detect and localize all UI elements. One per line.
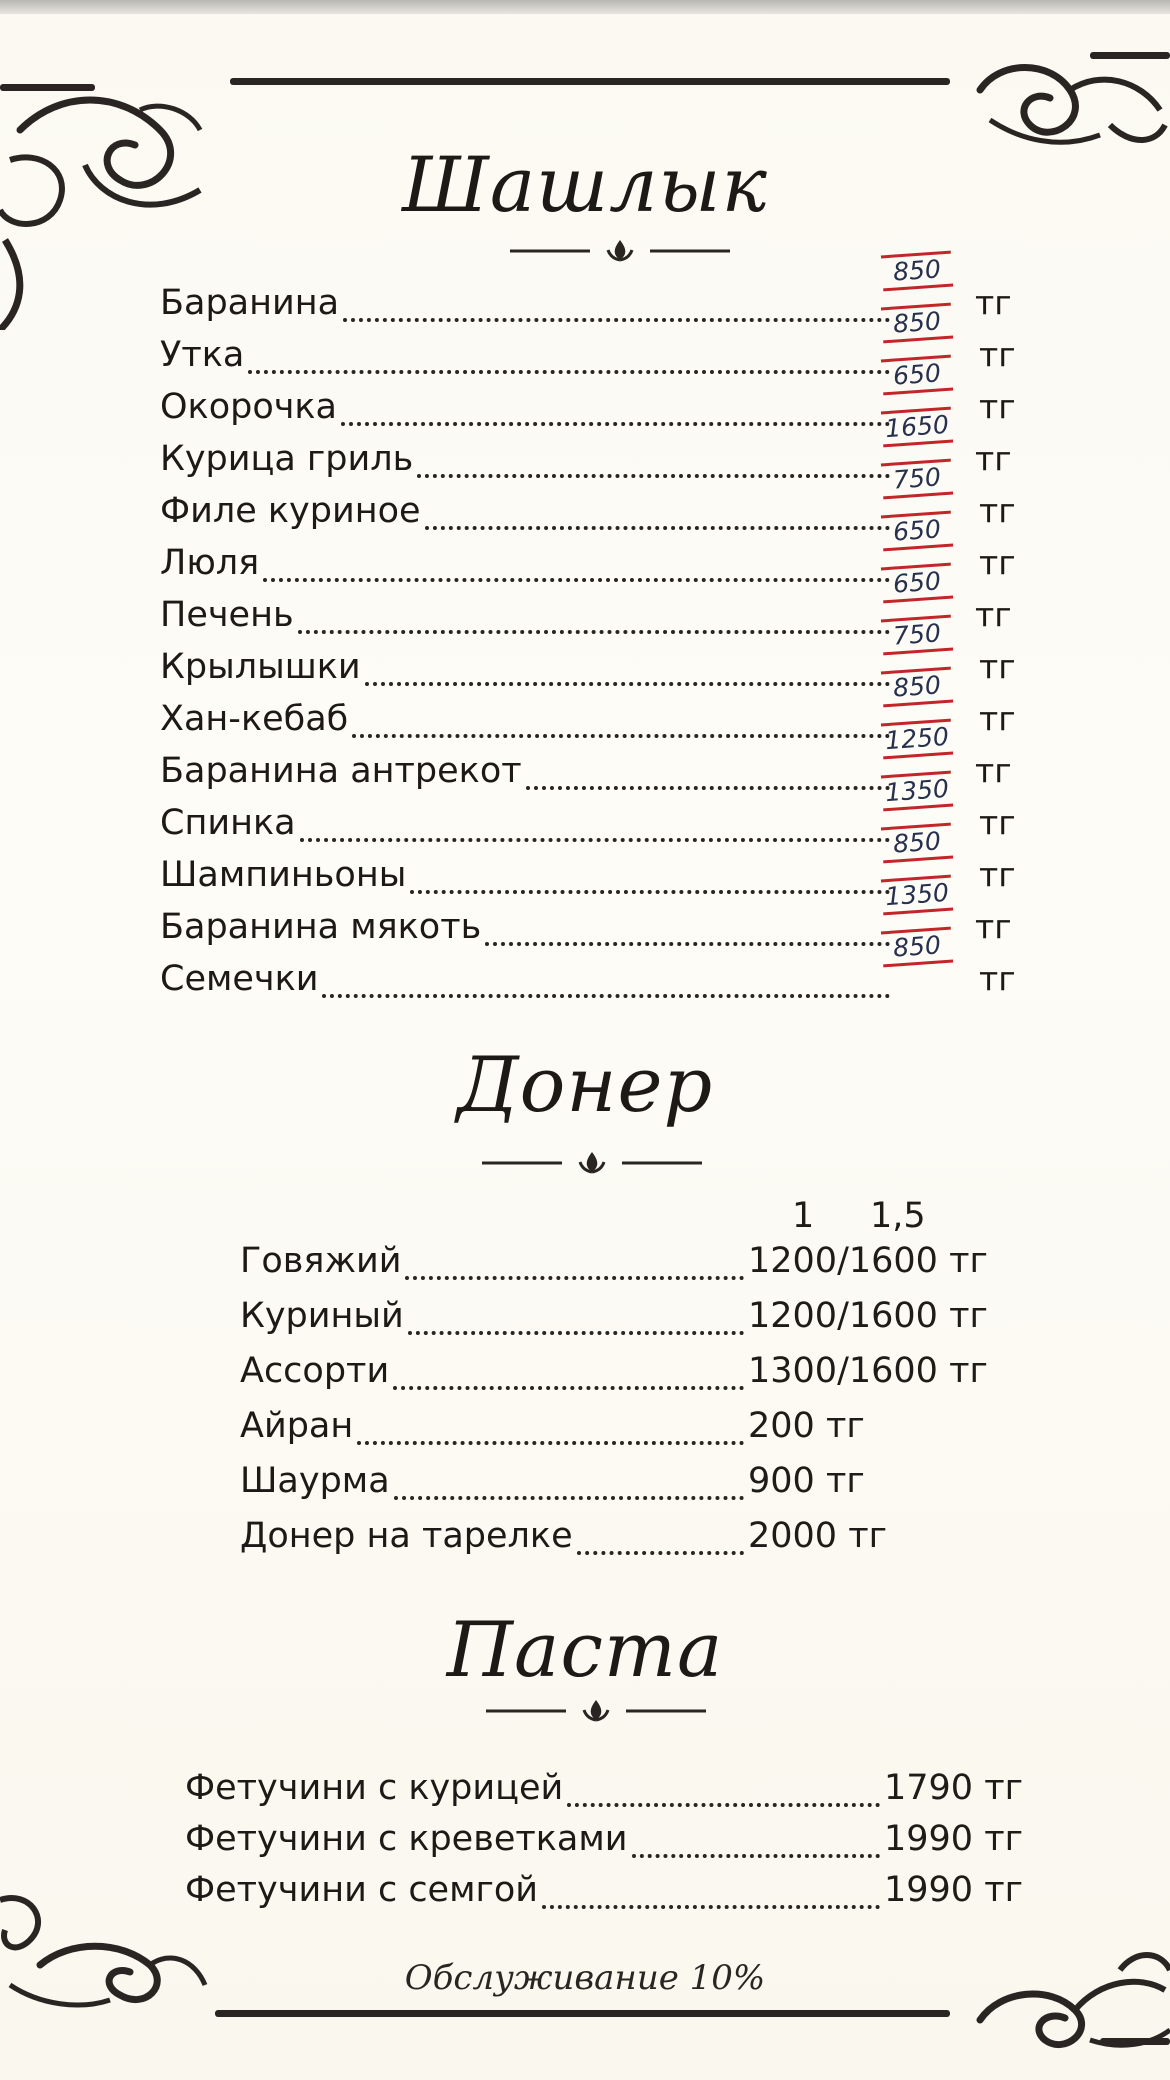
dot-leader [405,1272,744,1280]
section-title-doner: Донер [456,1040,714,1129]
menu-row [240,1346,1140,1396]
price-value: 900 [748,1461,815,1501]
dot-leader [408,1327,744,1335]
item-name: Окорочка [160,387,337,427]
price-value: 200 [748,1406,815,1446]
item-name: Курица гриль [160,439,414,479]
item-name: Семечки [160,959,319,999]
menu-row [240,1291,1140,1341]
dot-leader [341,418,890,426]
dot-leader [632,1850,881,1858]
currency-label: тг [979,959,1016,998]
dot-leader [394,1492,744,1500]
currency-label: тг [814,1461,865,1501]
currency-label: тг [979,387,1016,426]
item-price [748,1236,988,1286]
menu-row [185,1814,1085,1864]
menu-row [185,1865,1085,1915]
dot-leader [542,1901,880,1909]
handwritten-price: 850 [879,253,955,287]
item-name: Шампиньоны [160,855,407,895]
handwritten-price: 1250 [879,721,955,755]
menu-row [240,1401,1140,1451]
dot-leader [352,730,890,738]
price-value: 1300/1600 [748,1351,938,1391]
item-name: Донер на тарелке [240,1516,573,1556]
price-value: 1200/1600 [748,1296,938,1336]
currency-label: тг [975,751,1012,790]
item-name: Шаурма [240,1461,390,1501]
handwritten-price: 850 [879,305,955,339]
dot-leader [485,938,890,946]
item-name: Фетучини с семгой [185,1870,539,1910]
dot-leader [567,1799,880,1807]
price-value: 1200/1600 [748,1241,938,1281]
handwritten-price: 650 [879,513,955,547]
handwritten-price: 750 [879,461,955,495]
currency-label: тг [979,335,1016,374]
handwritten-price: 1350 [879,877,955,911]
item-name: Фетучини с креветками [185,1819,628,1859]
currency-label: тг [979,855,1016,894]
item-name: Баранина антрекот [160,751,522,791]
item-name: Ассорти [240,1351,390,1391]
item-price [748,1401,865,1451]
section-divider-shashlyk [510,236,730,262]
doner-size-label-1-5: 1,5 [870,1196,926,1236]
currency-label: тг [979,699,1016,738]
corner-ornament-bottom-right [970,1930,1170,2060]
item-name: Люля [160,543,260,583]
currency-label: тг [937,1296,988,1336]
handwritten-price: 850 [879,669,955,703]
dot-leader [298,626,890,634]
menu-row [240,1511,1140,1561]
handwritten-price: 750 [879,617,955,651]
item-name: Куриный [240,1296,404,1336]
price-value: 2000 [748,1516,838,1556]
dot-leader [343,314,890,322]
handwritten-price: 650 [879,565,955,599]
item-price [884,1763,1023,1813]
item-name: Спинка [160,803,296,843]
handwritten-price: 1650 [879,409,955,443]
currency-label: тг [975,439,1012,478]
price-value: 1990 [884,1870,974,1910]
price-value: 1990 [884,1819,974,1859]
currency-label: тг [979,647,1016,686]
currency-label: тг [979,543,1016,582]
section-divider-doner [482,1148,702,1174]
dot-leader [357,1437,744,1445]
menu-row [185,1763,1085,1813]
item-name: Баранина мякоть [160,907,482,947]
item-price [748,1511,887,1561]
dot-leader [365,678,890,686]
item-name: Айран [240,1406,354,1446]
item-name: Печень [160,595,294,635]
item-name: Фетучини с курицей [185,1768,564,1808]
price-value: 1790 [884,1768,974,1808]
item-name: Говяжий [240,1241,402,1281]
top-frame-line [230,78,950,85]
currency-label: тг [975,283,1012,322]
currency-label: тг [937,1351,988,1391]
item-price [748,1291,988,1341]
bottom-frame-line [215,2010,950,2017]
page-top-edge [0,0,1170,14]
item-name: Хан-кебаб [160,699,349,739]
item-name: Утка [160,335,245,375]
dot-leader [248,366,890,374]
handwritten-price: 650 [879,357,955,391]
handwritten-price: 1350 [879,773,955,807]
dot-leader [410,886,890,894]
corner-ornament-bottom-left [0,1890,210,2020]
section-title-pasta: Паста [446,1605,724,1694]
currency-label: тг [814,1406,865,1446]
section-divider-pasta [486,1696,706,1722]
currency-label: тг [973,1768,1023,1808]
dot-leader [526,782,890,790]
item-price [748,1456,865,1506]
item-price [884,1814,1023,1864]
currency-label: тг [837,1516,887,1556]
dot-leader [425,522,890,530]
dot-leader [263,574,890,582]
dot-leader [577,1547,744,1555]
currency-label: тг [973,1819,1023,1859]
item-name: Баранина [160,283,340,323]
item-price [884,1865,1023,1915]
currency-label: тг [975,595,1012,634]
handwritten-price: 850 [879,929,955,963]
dot-leader [393,1382,744,1390]
menu-row [160,930,1060,1004]
currency-label: тг [979,803,1016,842]
item-name: Крылышки [160,647,361,687]
dot-leader [300,834,890,842]
handwritten-price: 850 [879,825,955,859]
menu-row [240,1236,1140,1286]
currency-label: тг [975,907,1012,946]
section-title-shashlyk: Шашлык [402,140,768,229]
dot-leader [322,990,890,998]
currency-label: тг [979,491,1016,530]
currency-label: тг [937,1241,988,1281]
menu-row [240,1456,1140,1506]
item-name: Филе куриное [160,491,421,531]
currency-label: тг [973,1870,1023,1910]
doner-size-label-1: 1 [792,1196,815,1236]
dot-leader [417,470,890,478]
service-charge-note: Обслуживание 10% [404,1958,766,1998]
item-price [748,1346,988,1396]
